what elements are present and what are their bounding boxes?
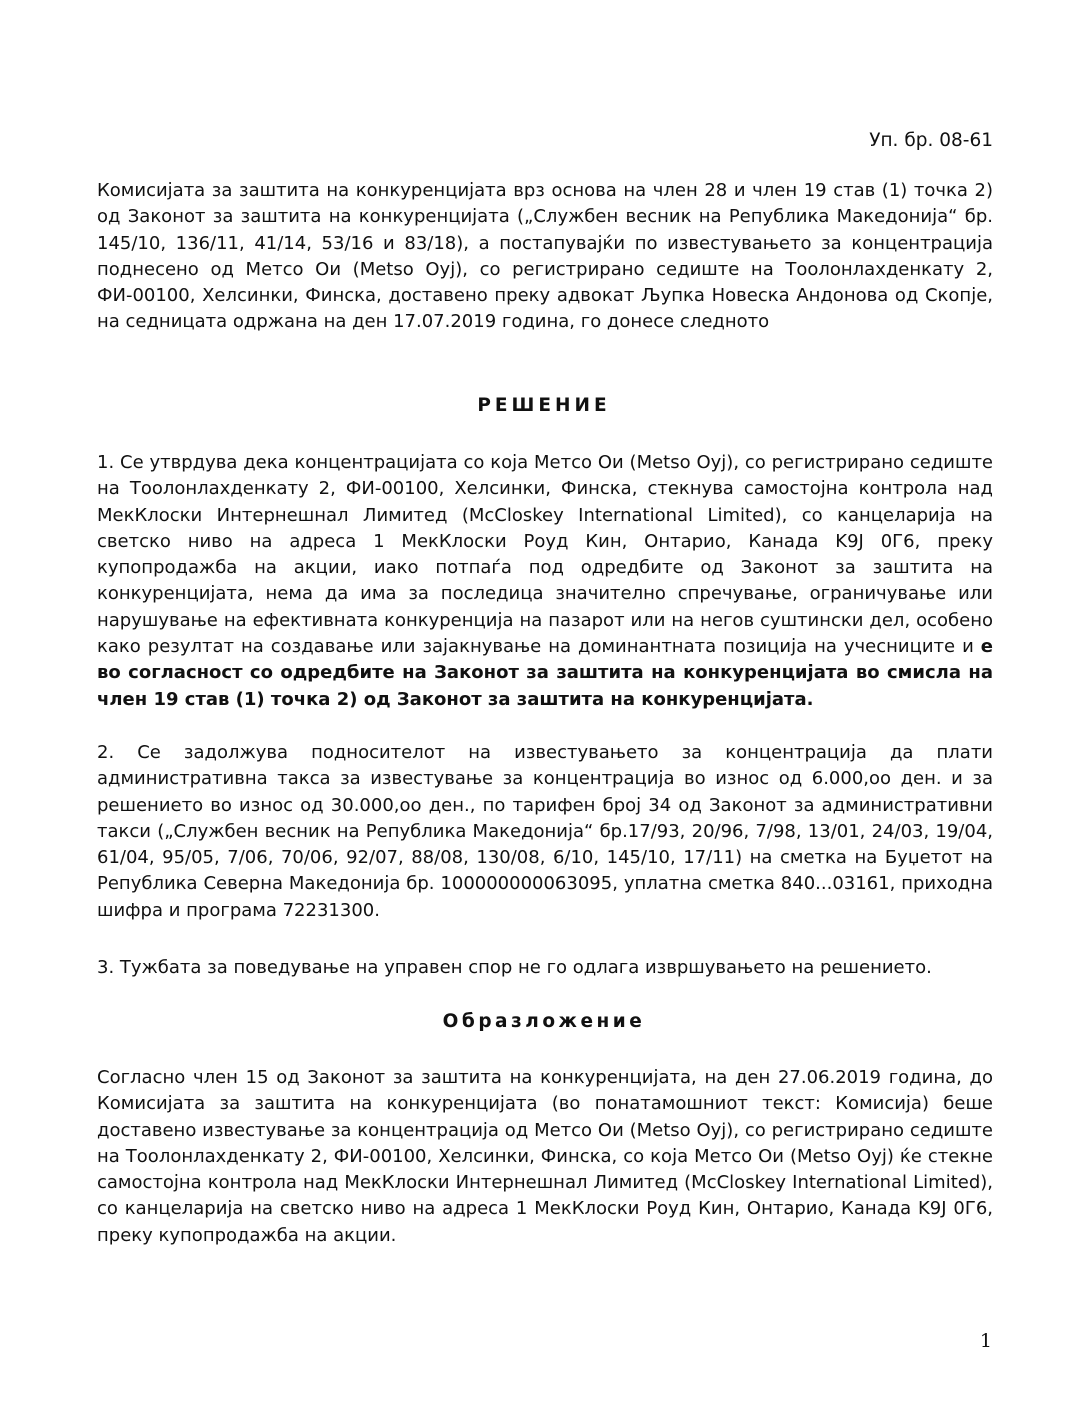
reasoning-heading: Образложение <box>442 1011 646 1032</box>
reasoning-paragraph: Согласно член 15 од Законот за заштита на конкуренцијата, на ден 27.06.2019 година, до Комисијата за заштита на конкуренцијата (во понатамошниот текст: Комисија) беше доставено известување за концентрација од Метсо Ои (Metso Oyj), со регистрирано седиште на Тоолонлахденкату 2, ФИ-00100, Хелсинки, Финска, со која Метсо Ои (Metso Oyj) ќе стекне самостојна контрола над МекКлоски Интернешнал Лимитед (McCloskey International Limited), со канцеларија на светско ниво на адреса 1 МекКлоски Роуд Кин, Онтарио, Канада K9J 0Г6, преку купопродажба на акции. <box>97 1067 993 1246</box>
decision-item-1 <box>97 450 993 713</box>
decision-item-1-text: 1. Се утврдува дека концентрацијата со која Метсо Ои (Metso Oyj), со регистрирано седиште на Тоолонлахденкату 2, ФИ-00100, Хелсинки, Финска, стекнува самостојна контрола над МекКлоски Интернешнал Лимитед (McCloskey International Limited), со канцеларија на светско ниво на адреса 1 МекКлоски Роуд Кин, Онтарио, Канада K9J 0Г6, преку купопродажба на акции, иако потпаѓа под одредбите од Законот за заштита на конкуренцијата, нема да има за последица значително спречување, ограничување или нарушување на ефективната конкуренција на пазарот или на негов суштински дел, особено како резултат на создавање или зајакнување на доминантната позиција на учесниците и <box>97 452 993 658</box>
page-number: 1 <box>979 1330 992 1352</box>
decision-item-3: 3. Тужбата за поведување на управен спор не го одлага извршувањето на решението. <box>97 957 932 978</box>
case-reference: Уп. бр. 08-61 <box>869 130 993 151</box>
intro-paragraph: Комисијата за заштита на конкуренцијата врз основа на член 28 и член 19 став (1) точка 2) од Законот за заштита на конкуренцијата („Службен весник на Република Македонија“ бр. 145/10, 136/11, 41/14, 53/16 и 83/18), а постапувајќи по известувањето за концентрација поднесено од Метсо Ои (Metso Oyj), со регистрирано седиште на Тоолонлахденкату 2, ФИ-00100, Хелсинки, Финска, доставено преку адвокат Љупка Новеска Андонова од Скопје, на седницата одржана на ден 17.07.2019 година, го донесе следното <box>97 180 993 333</box>
decision-item-2: 2. Се задолжува подносителот на известувањето за концентрација да плати административна такса за известување за концентрација во износ од 6.000,оо ден. и за решението во износ од 30.000,оо ден., по тарифен број 34 од Законот за административни такси („Службен весник на Република Македонија“ бр.17/93, 20/96, 7/98, 13/01, 24/03, 19/04, 61/04, 95/05, 7/06, 70/06, 92/07, 88/08, 130/08, 6/10, 145/10, 17/11) на сметка на Буџетот на Република Северна Македонија бр. 100000000063095, уплатна сметка 840...03161, приходна шифра и програма 72231300. <box>97 742 993 921</box>
decision-item-1-bold: е во согласност со одредбите на Законот за заштита на конкуренцијата во смисла на член 19 став (1) точка 2) од Законот за заштита на конкуренцијата. <box>97 636 993 710</box>
decision-heading: РЕШЕНИЕ <box>477 395 611 416</box>
